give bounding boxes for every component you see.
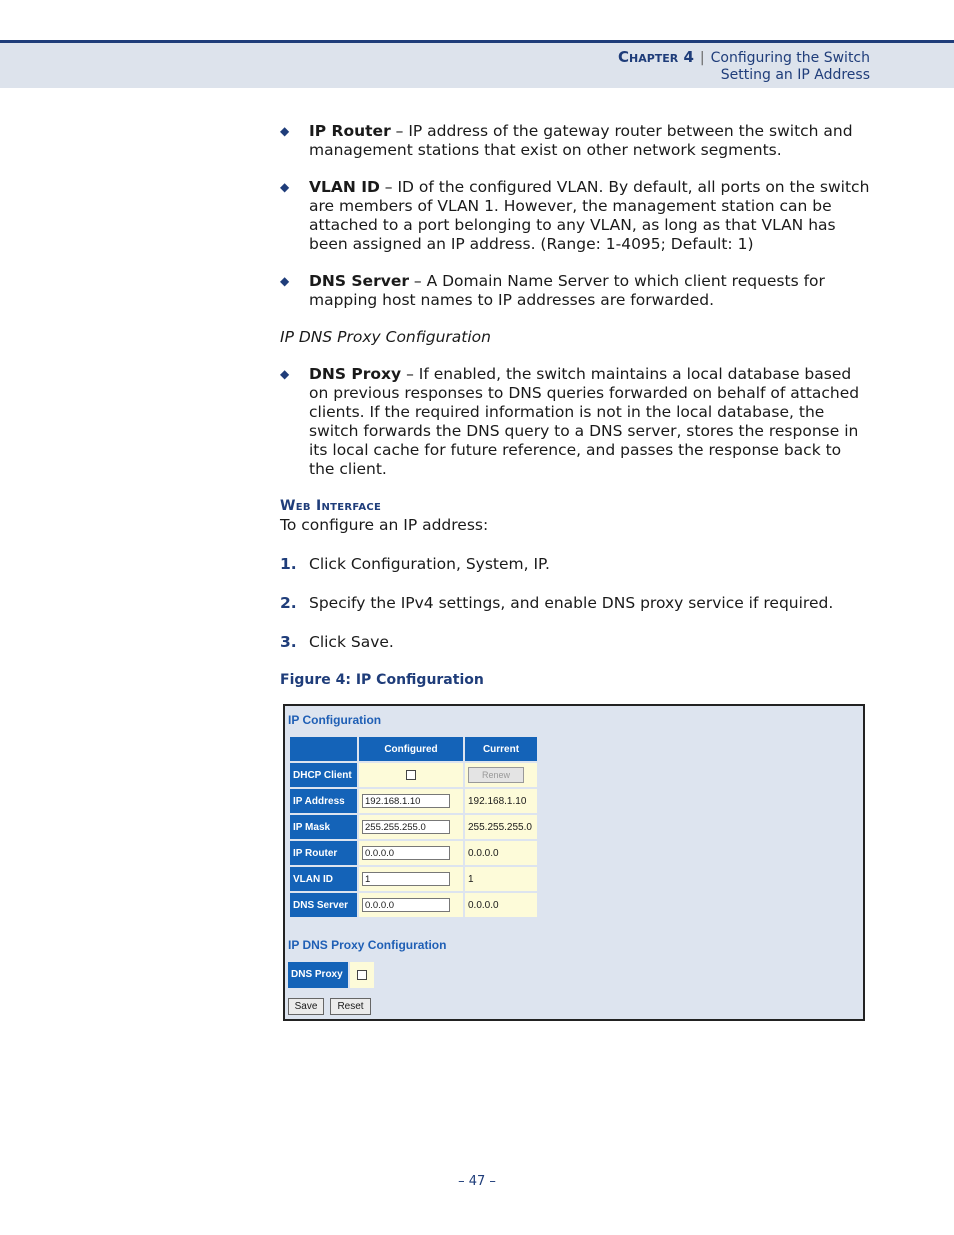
dhcp-current-cell bbox=[465, 763, 537, 787]
save-button[interactable]: Save bbox=[288, 998, 324, 1015]
table-header-row bbox=[290, 737, 537, 761]
reset-button[interactable]: Reset bbox=[330, 998, 371, 1015]
table-row-vlan-id bbox=[290, 867, 537, 891]
configured-cell bbox=[359, 893, 463, 917]
step-text: Click Save. bbox=[309, 633, 394, 651]
row-label: VLAN ID bbox=[290, 867, 357, 891]
step-text: Click Configuration, System, IP. bbox=[309, 555, 550, 573]
configured-cell bbox=[359, 815, 463, 839]
row-label: DHCP Client bbox=[290, 763, 357, 787]
step-number: 1. bbox=[280, 555, 297, 573]
bullet-term: DNS Server bbox=[309, 272, 409, 290]
web-interface-heading: Web Interface bbox=[280, 498, 382, 514]
web-interface-intro: To configure an IP address: bbox=[280, 516, 489, 534]
current-value: 255.255.255.0 bbox=[465, 815, 537, 839]
bullet-vlan-id bbox=[280, 178, 870, 254]
dhcp-configured-cell bbox=[359, 763, 463, 787]
bullet-term: IP Router bbox=[309, 122, 391, 140]
header-separator: | bbox=[699, 50, 705, 66]
current-value: 0.0.0.0 bbox=[465, 841, 537, 865]
row-label: DNS Server bbox=[290, 893, 357, 917]
col-configured: Configured bbox=[359, 737, 463, 761]
proxy-section-title: IP DNS Proxy Configuration bbox=[288, 938, 447, 952]
table-row-ip-mask bbox=[290, 815, 537, 839]
ip-config-table bbox=[288, 735, 539, 919]
ip-configuration-figure bbox=[283, 704, 865, 1021]
col-current: Current bbox=[465, 737, 537, 761]
step-2 bbox=[280, 594, 870, 613]
form-buttons bbox=[288, 998, 371, 1015]
configured-cell bbox=[359, 789, 463, 813]
header-section: Setting an IP Address bbox=[720, 67, 870, 83]
bullet-term: DNS Proxy bbox=[309, 365, 402, 383]
diamond-bullet-icon: ◆ bbox=[280, 180, 290, 194]
current-value: 0.0.0.0 bbox=[465, 893, 537, 917]
step-3 bbox=[280, 633, 870, 652]
renew-button[interactable]: Renew bbox=[468, 767, 524, 783]
configured-cell bbox=[359, 867, 463, 891]
table-row-ip-router bbox=[290, 841, 537, 865]
ip-address-input[interactable]: 192.168.1.10 bbox=[362, 794, 450, 808]
figure-title: IP Configuration bbox=[288, 713, 382, 727]
dns-proxy-heading: IP DNS Proxy Configuration bbox=[280, 328, 491, 346]
chapter-label: Chapter 4 bbox=[617, 48, 694, 66]
step-text: Specify the IPv4 settings, and enable DNS proxy service if required. bbox=[309, 594, 834, 612]
bullet-dns-server bbox=[280, 272, 870, 310]
diamond-bullet-icon: ◆ bbox=[280, 124, 290, 138]
page-number: – 47 – bbox=[458, 1174, 496, 1189]
chapter-title: Configuring the Switch bbox=[710, 50, 870, 66]
table-row-dhcp bbox=[290, 763, 537, 787]
bullet-text: – IP address of the gateway router between the switch and management stations that exist on other network segments. bbox=[309, 122, 853, 159]
dns-proxy-cell bbox=[350, 962, 374, 988]
step-number: 2. bbox=[280, 594, 297, 612]
dns-proxy-label: DNS Proxy bbox=[288, 962, 348, 988]
row-label: IP Router bbox=[290, 841, 357, 865]
dns-proxy-row bbox=[288, 962, 374, 988]
current-value: 192.168.1.10 bbox=[465, 789, 537, 813]
dns-proxy-checkbox[interactable] bbox=[357, 970, 367, 980]
bullet-ip-router bbox=[280, 122, 870, 160]
bullet-term: VLAN ID bbox=[309, 178, 380, 196]
header-chapter-line bbox=[618, 48, 870, 66]
vlan-id-input[interactable]: 1 bbox=[362, 872, 450, 886]
dns-server-input[interactable]: 0.0.0.0 bbox=[362, 898, 450, 912]
configured-cell bbox=[359, 841, 463, 865]
step-1 bbox=[280, 555, 870, 574]
diamond-bullet-icon: ◆ bbox=[280, 367, 290, 381]
body-content bbox=[280, 122, 870, 690]
table-row-ip-address bbox=[290, 789, 537, 813]
bullet-text: – If enabled, the switch maintains a local database based on previous responses to DNS queries forwarded on behalf of attached clients. If the required information is not in the local database, the switch forwards the DNS query to a DNS server, stores the response in its local cache for future reference, and passes the response back to the client. bbox=[309, 365, 860, 478]
row-label: IP Mask bbox=[290, 815, 357, 839]
bullet-text: – A Domain Name Server to which client requests for mapping host names to IP addresses are forwarded. bbox=[309, 272, 825, 309]
ip-mask-input[interactable]: 255.255.255.0 bbox=[362, 820, 450, 834]
figure-caption: Figure 4: IP Configuration bbox=[280, 672, 484, 688]
header-blank-cell bbox=[290, 737, 357, 761]
ip-router-input[interactable]: 0.0.0.0 bbox=[362, 846, 450, 860]
current-value: 1 bbox=[465, 867, 537, 891]
step-number: 3. bbox=[280, 633, 297, 651]
page-header bbox=[0, 40, 954, 88]
diamond-bullet-icon: ◆ bbox=[280, 274, 290, 288]
bullet-dns-proxy bbox=[280, 365, 870, 479]
dhcp-client-checkbox[interactable] bbox=[406, 770, 416, 780]
bullet-text: – ID of the configured VLAN. By default, all ports on the switch are members of VLAN 1. However, the management station can be attached to a port belonging to any VLAN, as long as that VLAN has been assigned an IP address. (Range: 1-4095; Default: 1) bbox=[309, 178, 870, 253]
row-label: IP Address bbox=[290, 789, 357, 813]
table-row-dns-server bbox=[290, 893, 537, 917]
